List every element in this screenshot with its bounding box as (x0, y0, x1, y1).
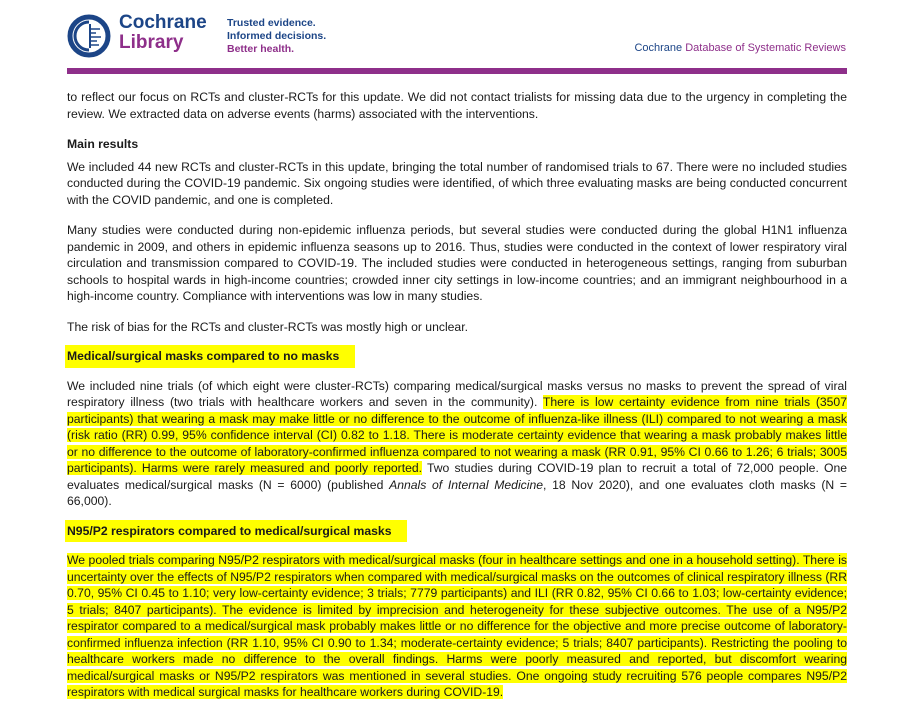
n95-section-heading: N95/P2 respirators compared to medical/surgical masks (65, 520, 407, 543)
masks-section-heading: Medical/surgical masks compared to no masks (65, 345, 355, 368)
tagline-line-2: Informed decisions. (227, 30, 327, 42)
results-paragraph-3: The risk of bias for the RCTs and cluster-RCTs was mostly high or unclear. (67, 319, 468, 334)
cochrane-logo-icon (67, 14, 111, 58)
masks-text-d: , 18 Nov 2020), and one evaluates cloth masks (N = 66,000). (67, 477, 847, 508)
document-body (67, 89, 847, 701)
masks-journal-title: Annals of Internal Medicine (389, 477, 544, 492)
logo-line-library: Library (119, 32, 184, 53)
intro-paragraph: to reflect our focus on RCTs and cluster-RCTs for this update. We did not contact trialists for missing data due to the urgency in completing the review. We extracted data on adverse events (harms) associated with the interventions. (67, 90, 847, 121)
journal-prefix: Cochrane (634, 42, 683, 54)
journal-name (634, 42, 846, 54)
results-paragraph-1: We included 44 new RCTs and cluster-RCTs in this update, bringing the total number of randomised trials to 67. There were no included studies conducted during the COVID-19 pandemic. Six ongoing studies were identified, of which three evaluating masks are being conducted concurrent with the COVID pandemic, and one is completed. (67, 159, 847, 207)
tagline (227, 17, 326, 56)
tagline-line-3: Better health. (227, 43, 295, 55)
cochrane-library-logo[interactable] (119, 13, 207, 53)
masks-text-a: We included nine trials (of which eight were cluster-RCTs) comparing medical/surgical masks versus no masks to prevent the spread of viral respiratory illness (two trials with healthcare workers and seven in the community). (67, 378, 847, 409)
results-paragraph-2: Many studies were conducted during non-epidemic influenza periods, but several studies were conducted during the global H1N1 influenza pandemic in 2009, and others in epidemic influenza seasons up to 2016. Thus, studies were conducted in the context of lower respiratory viral circulation and transmission compared to COVID-19. The included studies were conducted in heterogeneous settings, ranging from suburban schools to hospital wards in high-income countries; crowded inner city settings in low-income countries; and an immigrant neighbourhood in a high-income country. Compliance with interventions was low in many studies. (67, 223, 847, 303)
page-header (0, 0, 899, 70)
tagline-line-1: Trusted evidence. (227, 17, 316, 29)
masks-highlighted-text: There is low certainty evidence from nine trials (3507 participants) that wearing a mask may make little or no difference to the outcome of influenza-like illness (ILI) compared to not wearing a mask (risk ratio (RR) 0.99, 95% confidence interval (CI) 0.82 to 1.18. There is moderate certainty evidence that wearing a mask probably makes little or no difference to the outcome of laboratory-confirmed influenza compared to not wearing a mask (RR 0.91, 95% CI 0.66 to 1.26; 6 trials; 3005 participants). Harms were rarely measured and poorly reported. (67, 395, 847, 475)
main-results-heading: Main results (67, 137, 139, 151)
n95-highlighted-text: We pooled trials comparing N95/P2 respirators with medical/surgical masks (four in healthcare settings and one in a household setting). There is uncertainty over the effects of N95/P2 respirators when compared with medical/surgical masks on the outcomes of clinical respiratory illness (RR 0.70, 95% CI 0.45 to 1.10; very low-certainty evidence; 3 trials; 7779 participants) and ILI (RR 0.82, 95% CI 0.66 to 1.03; low-certainty evidence; 5 trials; 8407 participants). The evidence is limited by imprecision and heterogeneity for these subjective outcomes. The use of a N95/P2 respirator compared to a medical/surgical mask probably makes little or no difference for the objective and more precise outcome of laboratory-confirmed influenza infection (RR 1.10, 95% CI 0.90 to 1.34; moderate-certainty evidence; 5 trials; 8407 participants). Restricting the pooling to healthcare workers made no difference to the overall findings. Harms were poorly measured and reported, but discomfort wearing medical/surgical masks or N95/P2 respirators was mentioned in several studies. One ongoing study recruiting 576 people compares N95/P2 respirators with medical surgical masks for healthcare workers during COVID-19. (67, 553, 847, 699)
logo-line-cochrane: Cochrane (119, 12, 207, 33)
masks-text-c: Two studies during COVID-19 plan to recruit a total of 72,000 people. One evaluates medical/surgical masks (N = 6000) (published (67, 461, 848, 492)
n95-paragraph (67, 552, 847, 701)
journal-suffix: Database of Systematic Reviews (685, 42, 846, 54)
masks-paragraph (67, 378, 847, 510)
header-divider (67, 68, 847, 74)
